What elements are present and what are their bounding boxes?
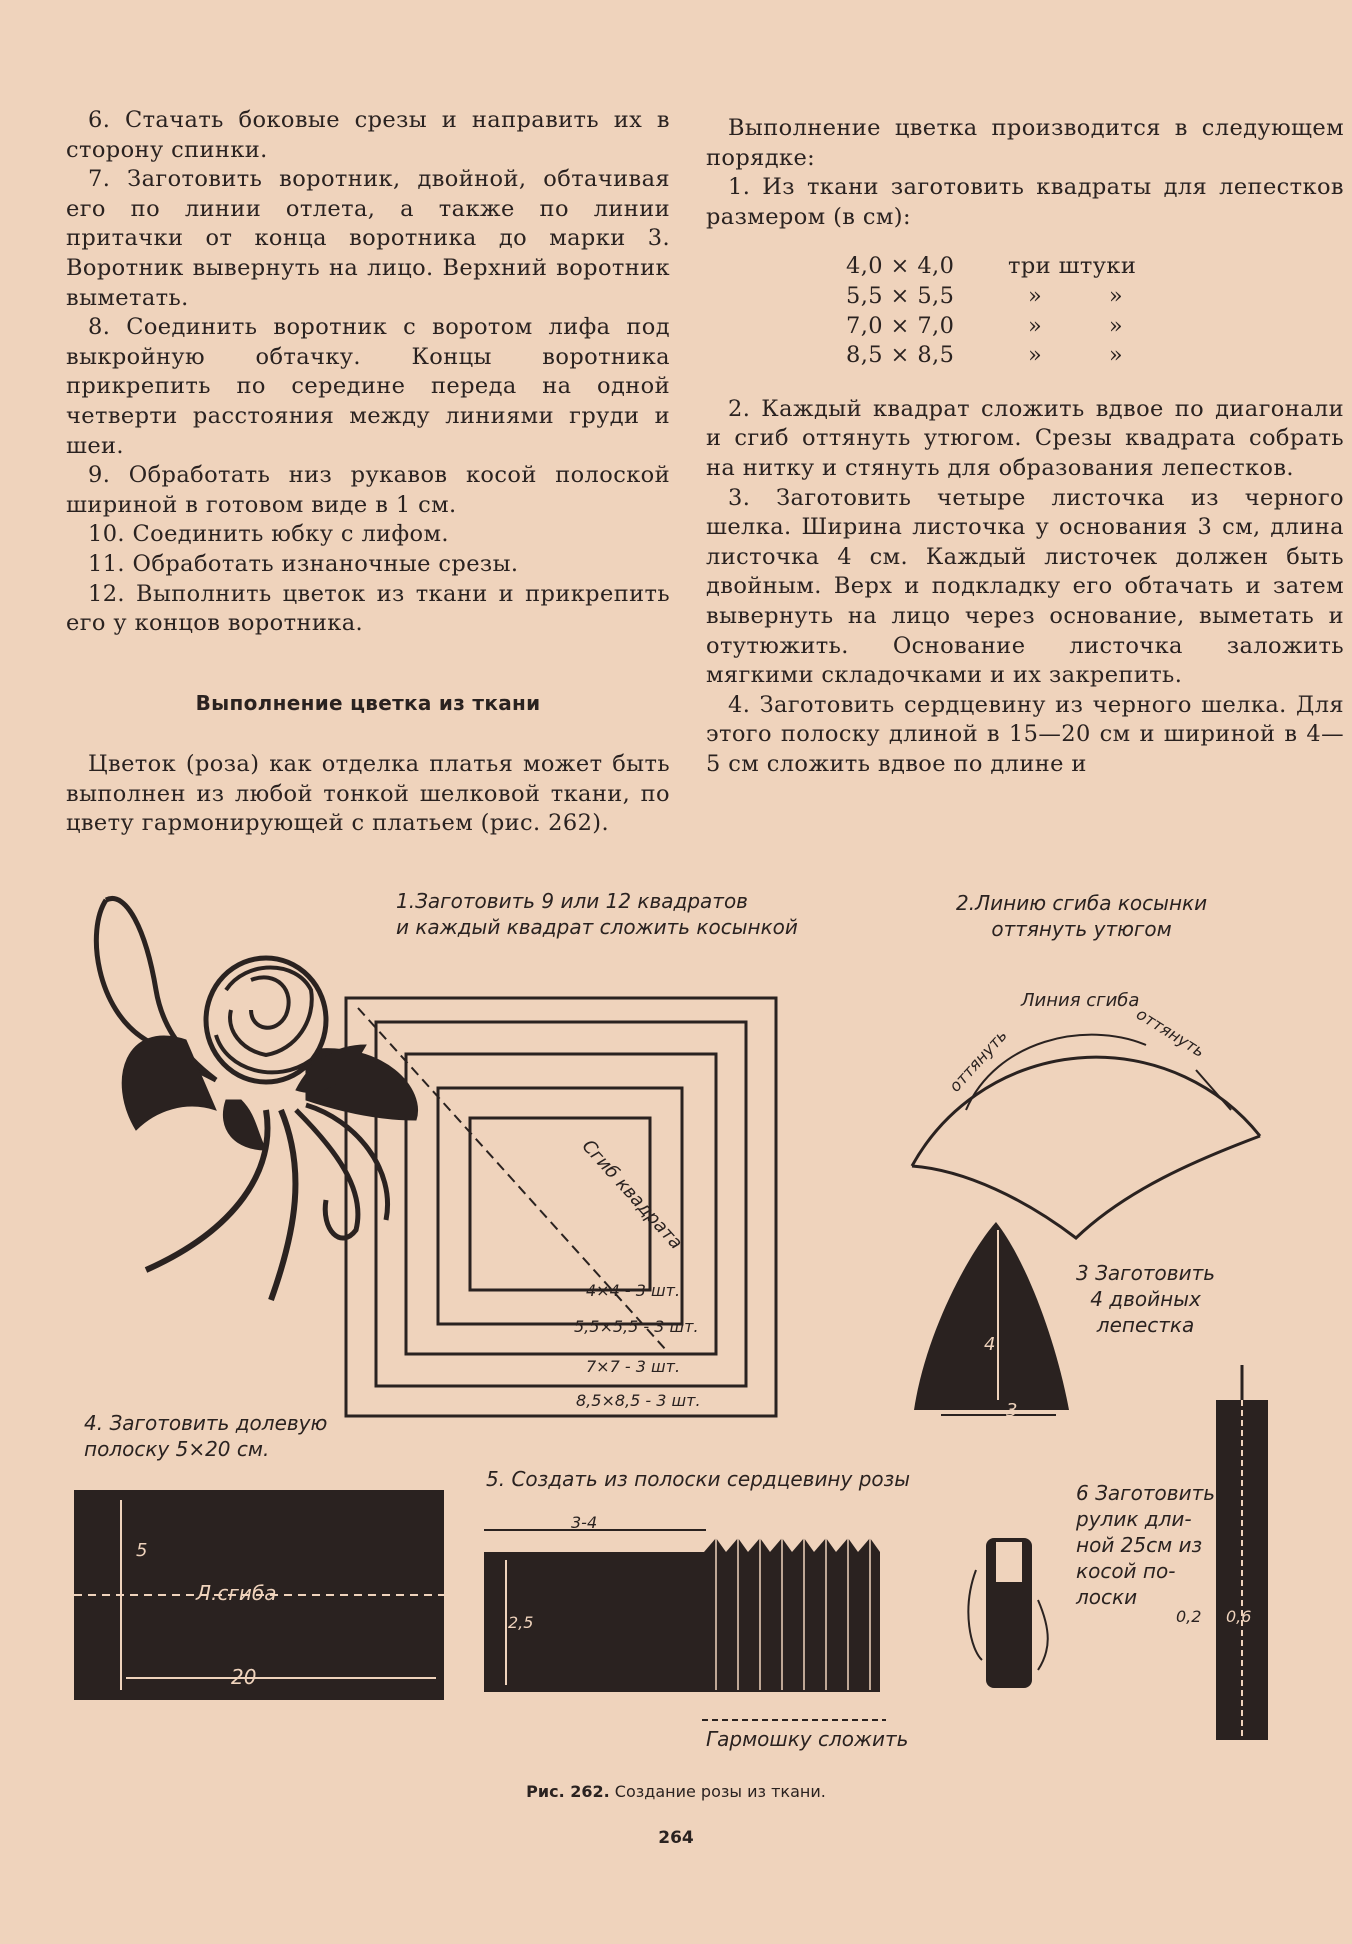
strip-fold-label: Л.сгиба [196,1581,277,1605]
arc-top-label: Линия сгиба [1021,990,1140,1011]
arc-left-label: оттянуть [945,1025,1011,1096]
step5-label: 5. Создать из полоски сердцевину розы [486,1467,911,1491]
size-row [706,282,1344,312]
petal-shape [914,1222,1069,1415]
square-label: 4×4 - 3 шт. [586,1281,681,1300]
roll-core [968,1538,1047,1688]
section-heading: Выполнение цветка из ткани [195,690,541,715]
paragraph: 11. Обработать изнаночные срезы. [88,550,519,577]
size-dim: 7,0 × 7,0 [846,312,955,339]
step3-label: 3 Заготовить 4 двойных лепестка [1076,1261,1216,1337]
size-row [706,252,1344,282]
size-qty: » » [1028,282,1153,309]
step6-label: 6 Заготовить рулик дли- ной 25см из косой по- лоски [1076,1481,1216,1609]
step2-label: 2.Линию сгиба косынки оттянуть утюгом [956,891,1208,941]
size-row [706,312,1344,342]
caption-text: Создание розы из ткани. [609,1782,826,1801]
paragraph: 1. Из ткани заготовить квадраты для лепестков размером (в см): [706,174,1344,230]
paragraph: 8. Соединить воротник с воротом лифа под выкройную обтачку. Концы воротника прикрепить по середине переда на одной четверти расстояния между линиями груди и шеи. [66,314,670,459]
arc-right-label: оттянуть [1133,1004,1209,1061]
bias-strip [1216,1365,1268,1760]
step1-label: 1.Заготовить 9 или 12 квадратов и каждый квадрат сложить косынкой [396,889,798,939]
size-dim: 4,0 × 4,0 [846,253,955,280]
paragraph: 7. Заготовить воротник, двойной, обтачивая его по линии отлета, а также по линии притачки от конца воротника до марки 3. Воротник вывернуть на лицо. Верхний воротник выметать. [66,166,670,311]
size-qty: три штуки [1008,253,1137,280]
right-text-column [706,114,1344,779]
paragraph: 12. Выполнить цветок из ткани и прикрепить его у концов воротника. [66,580,670,637]
accordion-width-label: 3-4 [571,1513,598,1532]
petal-width-label: 3 [1006,1400,1018,1421]
strip-width-label: 20 [231,1665,257,1689]
petal-height-label: 4 [984,1334,996,1355]
paragraph: 10. Соединить юбку с лифом. [88,521,449,548]
strip-height-label: 5 [136,1540,148,1561]
paragraph: 2. Каждый квадрат сложить вдвое по диагонали и сгиб оттянуть утюгом. Срезы квадрата собрать на нитку и стянуть для образования лепестков. [706,395,1344,481]
page-number: 264 [658,1828,694,1848]
paragraph: 6. Стачать боковые срезы и направить их в сторону спинки. [66,107,670,163]
square-label: 7×7 - 3 шт. [586,1357,681,1376]
accordion-label: Гармошку сложить [706,1727,909,1751]
paragraph: 9. Обработать низ рукавов косой полоской шириной в готовом виде в 1 см. [66,462,670,518]
square-label: 5,5×5,5 - 3 шт. [574,1317,699,1336]
squares-diagram [346,998,776,1416]
square-sizes-table [706,252,1344,370]
size-qty: » » [1028,312,1153,339]
square-label: 8,5×8,5 - 3 шт. [576,1391,701,1410]
caption-number: Рис. 262. [526,1782,610,1801]
size-dim: 5,5 × 5,5 [846,282,955,309]
paragraph: 3. Заготовить четыре листочка из черного шелка. Ширина листочка у основания 3 см, длина листочка 4 см. Каждый листочек должен быть двойным. Верх и подкладку его обтачать и затем вывернуть на лицо через основание, выметать и отутюжить. Основание листочка заложить мягкими складочками и их закрепить. [706,484,1344,689]
paragraph: Цветок (роза) как отделка платья может быть выполнен из любой тонкой шелковой ткани, по цвету гармонирующей с платьем (рис. 262). [66,751,670,837]
fold-label: Сгиб квадрата [577,1135,687,1254]
accordion-height-label: 2,5 [508,1613,534,1632]
paragraph: Выполнение цветка производится в следующем порядке: [706,115,1344,171]
step4-label: 4. Заготовить долевую полоску 5×20 см. [84,1411,328,1461]
roll-thickness-label: 0,2 [1176,1607,1202,1626]
size-row [706,341,1344,371]
left-text-column [66,106,670,839]
figure-262 [66,870,1346,1770]
figure-caption [0,1782,1352,1801]
roll-width-label: 0,6 [1226,1607,1252,1626]
rose-illustration [96,898,417,1300]
size-dim: 8,5 × 8,5 [846,342,955,369]
accordion-strip [484,1530,886,1720]
size-qty: » » [1028,342,1153,369]
paragraph: 4. Заготовить сердцевину из черного шелка. Для этого полоску длиной в 15—20 см и шириной в 4—5 см сложить вдвое по длине и [706,691,1344,777]
